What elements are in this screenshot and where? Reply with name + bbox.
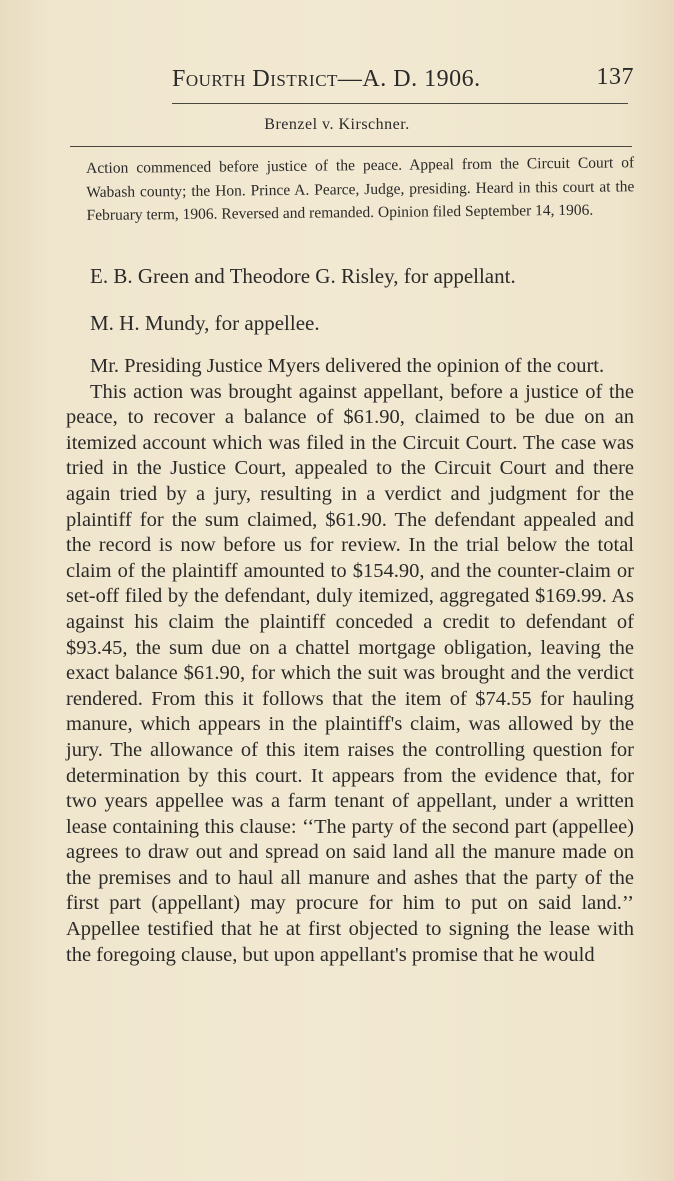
running-head-title: Fourth District—A. D. 1906.: [172, 66, 481, 92]
page-number: 137: [596, 64, 634, 90]
header-rule: [172, 103, 628, 104]
case-title-rule: [70, 146, 632, 147]
case-title: Brenzel v. Kirschner.: [264, 116, 410, 133]
counsel-appellant: E. B. Green and Theodore G. Risley, for appellant.: [90, 264, 516, 288]
opinion-body: This action was brought against appellant, before a justice of the peace, to recover a balance of $61.90, claimed to be due on an itemized account which was filed in the Circuit Court. The case was tried in the Justice Court, appealed to the Circuit Court and there again tried by a jury, resulting in a verdict and judgment for the plaintiff for the sum claimed, $61.90. The defendant appealed and the record is now before us for review. In the trial below the total claim of the plaintiff amounted to $154.90, and the counter-claim or set-off filed by the defendant, duly itemized, aggregated $169.99. As against his claim the plaintiff conceded a credit to defendant of $93.45, the sum due on a chattel mortgage obligation, leaving the exact balance $61.90, for which the suit was brought and the verdict rendered. From this it follows that the item of $74.55 for hauling manure, which appears in the plaintiff's claim, was allowed by the jury. The allowance of this item raises the controlling question for determination by this court. It appears from the evidence that, for two years appellee was a farm tenant of appellant, under a written lease containing this clause: ‘‘The party of the second part (appellee) agrees to draw out and spread on said land all the manure made on the premises and to haul all manure and ashes that the party of the first part (appellant) may procure for him to put on said land.’’ Appellee testified that he at first objected to signing the lease with the foregoing clause, but upon appellant's promise that he would: [66, 380, 634, 966]
case-synopsis: Action commenced before justice of the peace. Appeal from the Circuit Court of Wabash county; the Hon. Prince A. Pearce, Judge, presiding. Heard in this court at the February term, 1906. Reversed and remanded. Opinion filed September 14, 1906.: [86, 154, 635, 224]
opinion-text: [66, 354, 634, 968]
counsel-appellee: M. H. Mundy, for appellee.: [90, 311, 320, 335]
opinion-intro: Mr. Presiding Justice Myers delivered the opinion of the court.: [90, 355, 605, 377]
